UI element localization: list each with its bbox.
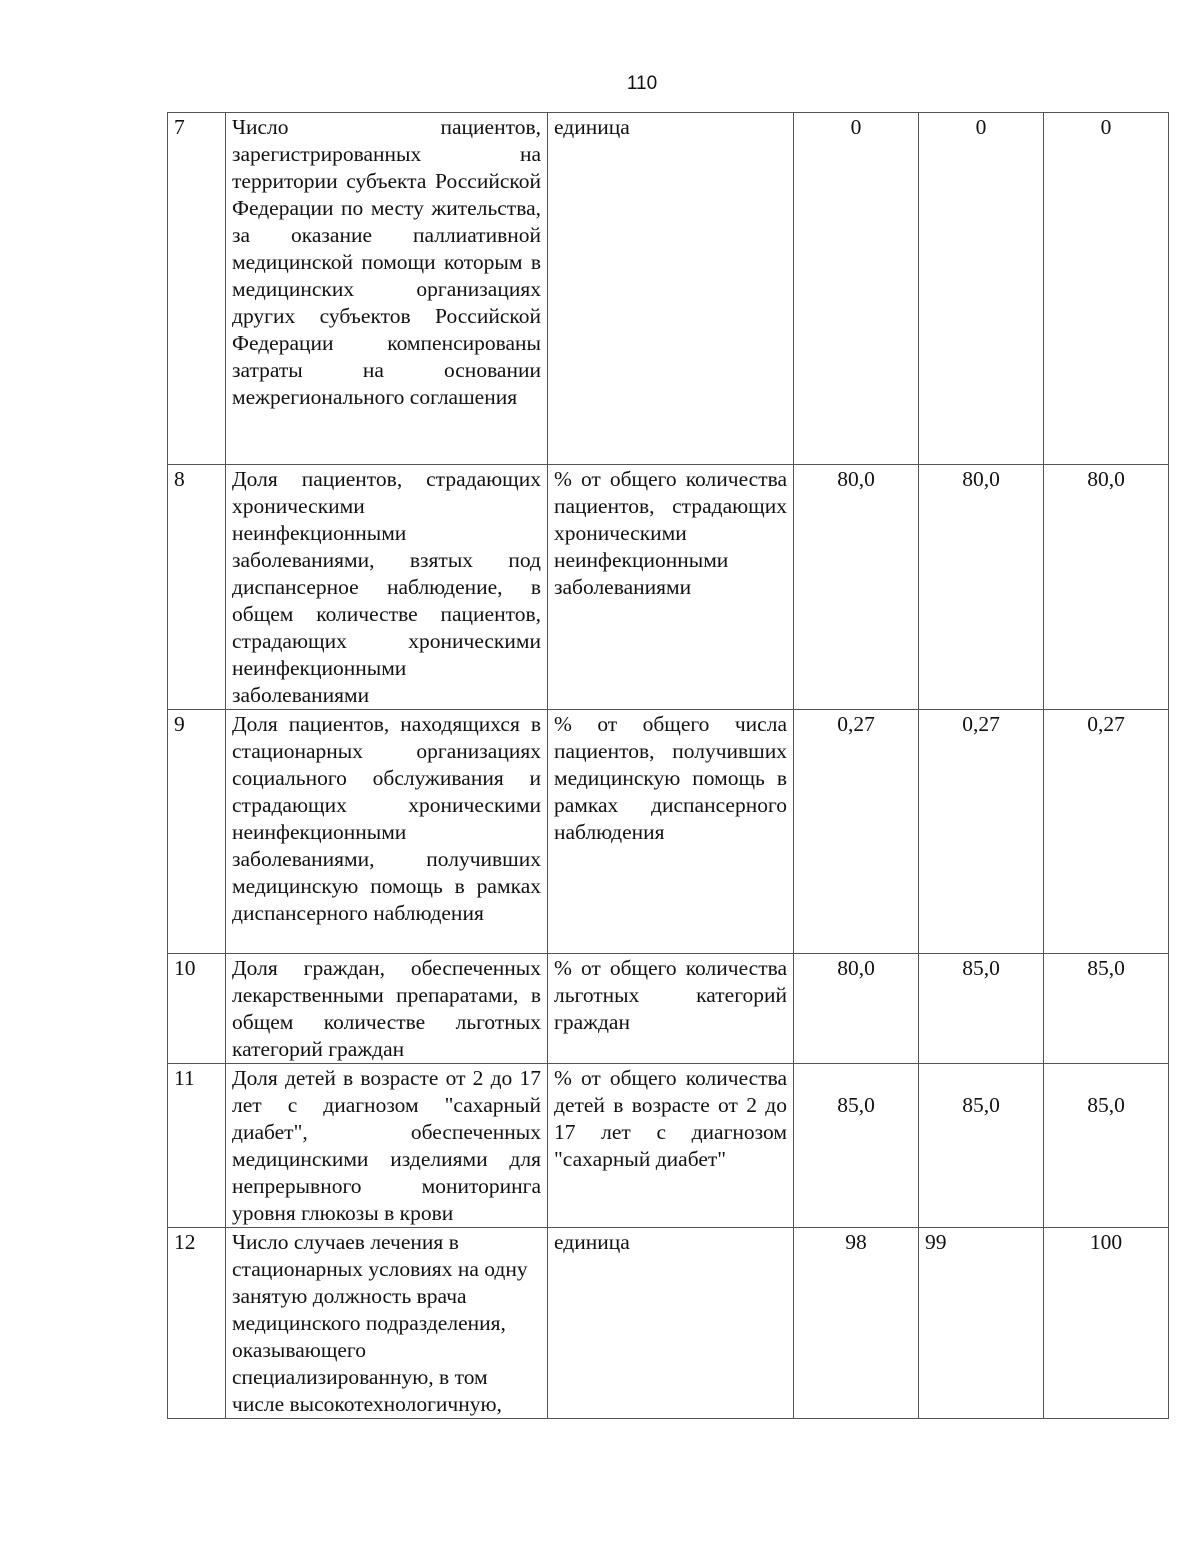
value-year-3: 80,0 bbox=[1044, 465, 1169, 710]
value-year-1: 0,27 bbox=[794, 710, 919, 954]
table-row bbox=[168, 710, 1169, 954]
indicator-name: Доля пациентов, страдающих хроническими неинфекционными заболеваниями, взятых под диспансерное наблюдение, в общем количестве пациентов, страдающих хроническими неинфекционными заболеваниями bbox=[226, 465, 548, 710]
unit-of-measure: % от общего количества льготных категорий граждан bbox=[548, 954, 794, 1064]
unit-of-measure: единица bbox=[548, 113, 794, 465]
row-number: 12 bbox=[168, 1228, 226, 1419]
row-number: 10 bbox=[168, 954, 226, 1064]
table-row bbox=[168, 465, 1169, 710]
value-year-1: 98 bbox=[794, 1228, 919, 1419]
table-row bbox=[168, 1064, 1169, 1228]
indicator-name: Число случаев лечения в стационарных условиях на одну занятую должность врача медицинского подразделения, оказывающего специализированную, в том числе высокотехнологичную, bbox=[226, 1228, 548, 1419]
value-year-1: 80,0 bbox=[794, 465, 919, 710]
indicator-name: Доля детей в возрасте от 2 до 17 лет с диагнозом "сахарный диабет", обеспеченных медицинскими изделиями для непрерывного мониторинга уровня глюкозы в крови bbox=[226, 1064, 548, 1228]
value-year-1: 0 bbox=[794, 113, 919, 465]
value-year-3: 0 bbox=[1044, 113, 1169, 465]
indicators-table bbox=[167, 112, 1169, 1419]
indicator-name: Число пациентов, зарегистрированных на территории субъекта Российской Федерации по месту жительства, за оказание паллиативной медицинской помощи которым в медицинских организациях других субъектов Российской Федерации компенсированы затраты на основании межрегионального соглашения bbox=[226, 113, 548, 465]
value-year-2: 85,0 bbox=[919, 954, 1044, 1064]
row-number: 9 bbox=[168, 710, 226, 954]
value-year-2: 80,0 bbox=[919, 465, 1044, 710]
table-row bbox=[168, 113, 1169, 465]
value-year-2: 85,0 bbox=[919, 1064, 1044, 1228]
value-year-3: 85,0 bbox=[1044, 954, 1169, 1064]
indicator-name: Доля пациентов, находящихся в стационарных организациях социального обслуживания и страдающих хроническими неинфекционными заболеваниями, получивших медицинскую помощь в рамках диспансерного наблюдения bbox=[226, 710, 548, 954]
unit-of-measure: единица bbox=[548, 1228, 794, 1419]
value-year-3: 0,27 bbox=[1044, 710, 1169, 954]
value-year-1: 80,0 bbox=[794, 954, 919, 1064]
page-number: 110 bbox=[626, 73, 658, 94]
unit-of-measure: % от общего числа пациентов, получивших медицинскую помощь в рамках диспансерного наблюдения bbox=[548, 710, 794, 954]
table-row bbox=[168, 954, 1169, 1064]
value-year-2: 99 bbox=[919, 1228, 1044, 1419]
row-number: 7 bbox=[168, 113, 226, 465]
value-year-2: 0,27 bbox=[919, 710, 1044, 954]
unit-of-measure: % от общего количества пациентов, страдающих хроническими неинфекционными заболеваниями bbox=[548, 465, 794, 710]
row-number: 11 bbox=[168, 1064, 226, 1228]
indicator-name: Доля граждан, обеспеченных лекарственными препаратами, в общем количестве льготных категорий граждан bbox=[226, 954, 548, 1064]
value-year-1: 85,0 bbox=[794, 1064, 919, 1228]
value-year-2: 0 bbox=[919, 113, 1044, 465]
value-year-3: 100 bbox=[1044, 1228, 1169, 1419]
value-year-3: 85,0 bbox=[1044, 1064, 1169, 1228]
row-number: 8 bbox=[168, 465, 226, 710]
unit-of-measure: % от общего количества детей в возрасте от 2 до 17 лет с диагнозом "сахарный диабет" bbox=[548, 1064, 794, 1228]
table-row bbox=[168, 1228, 1169, 1419]
